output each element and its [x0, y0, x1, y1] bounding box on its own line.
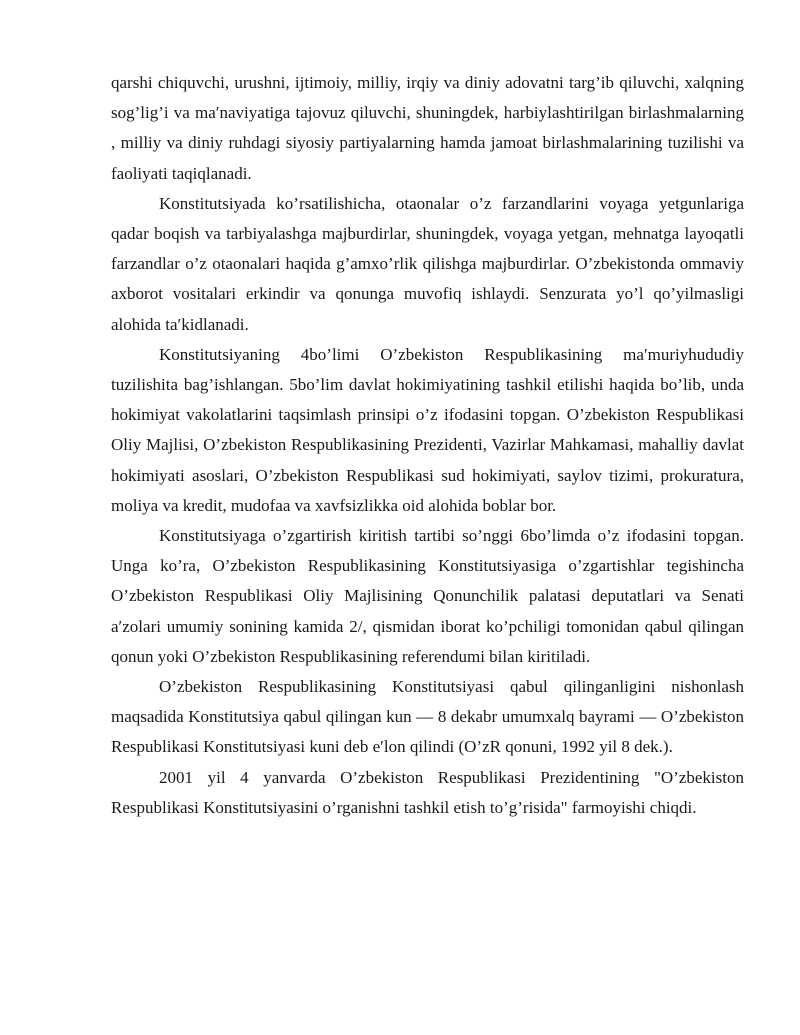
paragraph-constitution-day: O’zbekiston Respublikasining Konstitutsiyasi qabul qilinganligini nishonlash maqsadida Konstitutsiya qabul qilingan kun — 8 dekabr umumxalq bayrami — O’zbekiston Respublikasi Konstitutsiyasi kuni deb eʹlon qilindi (O’zR qonuni, 1992 yil 8 dek.).	[111, 677, 744, 757]
paragraph-state-structure: Konstitutsiyaning 4bo’limi O’zbekiston Respublikasining maʹmuriyhududiy tuzilishita bag’ishlangan. 5bo’lim davlat hokimiyatining tashkil etilishi haqida bo’lib, unda hokimiyat vakolatlarini taqsimlash prinsipi o’z ifodasini topgan. O’zbekiston Respublikasi Oliy Majlisi, O’zbekiston Respublikasining Prezidenti, Vazirlar Mahkamasi, mahalliy davlat hokimiyati asoslari, O’zbekiston Respublikasi sud hokimiyati, saylov tizimi, prokuratura, moliya va kredit, mudofaa va xavfsizlikka oid alohida boblar bor.	[111, 344, 744, 515]
paragraph-continuation: qarshi chiquvchi, urushni, ijtimoiy, milliy, irqiy va diniy adovatni targ’ib qiluvchi, xalqning sog’lig’i va maʹnaviyatiga tajovuz qiluvchi, shuningdek, harbiylashtirilgan birlashmalarning , milliy va diniy ruhdagi siyosiy partiyalarning hamda jamoat birlashmalarining tuzilishi va faoliyati taqiqlanadi.	[111, 73, 744, 183]
paragraph-presidential-decree: 2001 yil 4 yanvarda O’zbekiston Respublikasi Prezidentining "O’zbekiston Respublikasi Konstitutsiyasini o’rganishni tashkil etish to’g’risida" farmoyishi chiqdi.	[111, 767, 744, 817]
paragraph-parental-duties: Konstitutsiyada ko’rsatilishicha, otaonalar o’z farzandlarini voyaga yetgunlariga qadar boqish va tarbiyalashga majburdirlar, shuningdek, voyaga yetgan, mehnatga layoqatli farzandlar o’z otaonalari haqida g’amxo’rlik qilishga majburdirlar. O’zbekistonda ommaviy axborot vositalari erkindir va qonunga muvofiq ishlaydi. Senzurata yo’l qo’yilmasligi alohida taʹkidlanadi.	[111, 193, 744, 334]
paragraph-amendments: Konstitutsiyaga o’zgartirish kiritish tartibi so’nggi 6bo’limda o’z ifodasini topgan. Unga ko’ra, O’zbekiston Respublikasining Konstitutsiyasiga o’zgartishlar tegishincha O’zbekiston Respublikasi Oliy Majlisining Qonunchilik palatasi deputatlari va Senati aʹzolari umumiy sonining kamida 2/, qismidan iborat ko’pchiligi tomonidan qabul qilingan qonun yoki O’zbekiston Respublikasining referendumi bilan kiritiladi.	[111, 526, 744, 666]
document-page	[111, 68, 744, 823]
